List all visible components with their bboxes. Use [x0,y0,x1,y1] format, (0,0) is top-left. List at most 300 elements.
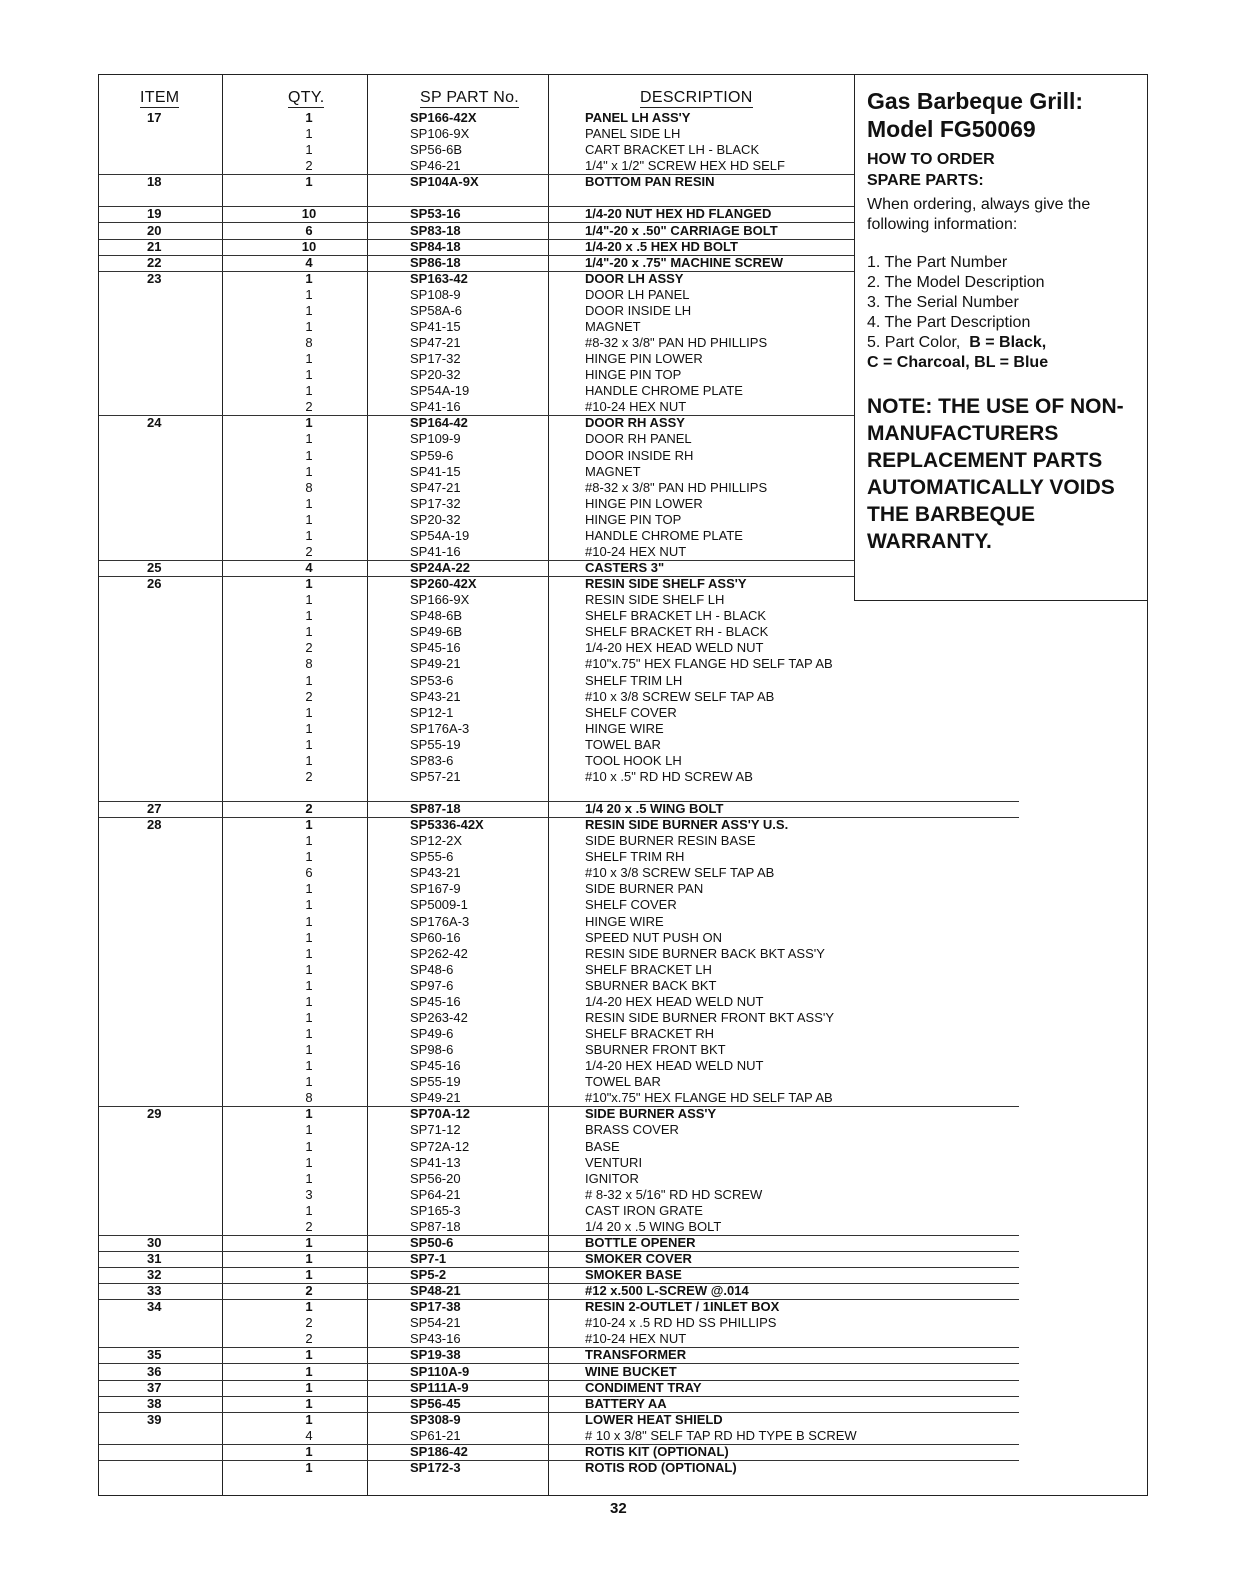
cell-part: SP47-21 [410,479,461,495]
cell-qty: 1 [305,447,313,463]
cell-part: SP59-6 [410,447,454,463]
cell-qty: 8 [305,1090,313,1106]
cell-part: SP111A-9 [410,1379,469,1395]
table-row [99,1428,1019,1445]
cell-qty: 1 [305,608,313,624]
cell-part: SP43-16 [410,1331,461,1347]
cell-item: 32 [147,1267,162,1282]
cell-qty: 1 [305,527,313,543]
table-row [99,1283,1019,1300]
cell-qty: 1 [305,736,313,752]
cell-item: 29 [147,1106,162,1122]
cell-part: SP12-2X [410,833,463,849]
info-list-item: 3. The Serial Number [867,294,1019,311]
cell-qty: 1 [305,913,313,929]
cell-part: SP58A-6 [410,302,463,318]
cell-part: SP49-21 [410,1090,461,1106]
cell-desc: BRASS COVER [585,1122,679,1138]
cell-qty: 3 [305,1186,313,1202]
cell-item: 19 [147,206,162,222]
info-instructions: When ordering, always give the following information: [867,196,1091,233]
cell-qty: 1 [305,897,313,913]
cell-desc: 1/4"-20 x .75" MACHINE SCREW [585,254,783,270]
cell-desc: HINGE PIN TOP [585,511,682,527]
cell-qty: 2 [305,1331,313,1347]
cell-qty: 1 [305,977,313,993]
cell-item: 37 [147,1379,162,1395]
cell-desc: RESIN SIDE BURNER BACK BKT ASS'Y [585,945,825,961]
cell-qty: 1 [305,383,313,399]
cell-desc: HANDLE CHROME PLATE [585,383,743,399]
table-row [99,1380,1019,1397]
cell-desc: #10-24 HEX NUT [585,1331,687,1347]
cell-item: 35 [147,1347,162,1363]
cell-desc: # 10 x 3/8" SELF TAP RD HD TYPE B SCREW [585,1427,857,1443]
table-row [99,223,859,240]
cell-qty: 1 [305,495,313,511]
cell-part: SP263-42 [410,1009,468,1025]
cell-desc: BATTERY AA [585,1395,667,1411]
cell-qty: 1 [305,592,313,608]
cell-part: SP87-18 [410,801,461,816]
page-number: 32 [610,1500,627,1517]
cell-desc: 1/4 20 x .5 WING BOLT [585,801,724,816]
cell-qty: 1 [305,1042,313,1058]
cell-qty: 2 [305,1283,313,1299]
table-row [99,1331,1019,1348]
cell-part: SP5009-1 [410,897,468,913]
cell-part: SP41-16 [410,543,461,559]
cell-part: SP48-21 [410,1283,461,1299]
table-row [99,1219,1019,1236]
cell-qty: 1 [305,849,313,865]
cell-part: SP60-16 [410,929,461,945]
info-list-item: 5. Part Color, B = Black, [867,334,1047,351]
cell-qty: 1 [305,672,313,688]
cell-desc: #12 x.500 L-SCREW @.014 [585,1283,749,1299]
cell-qty: 1 [305,142,313,158]
table-row [99,1235,1019,1252]
cell-qty: 10 [301,238,317,254]
cell-part: SP55-6 [410,849,454,865]
cell-desc: SMOKER COVER [585,1251,692,1266]
cell-part: SP109-9 [410,431,461,447]
cell-part: SP17-32 [410,495,461,511]
info-list-item: C = Charcoal, BL = Blue [867,354,1049,371]
cell-part: SP49-21 [410,656,461,672]
cell-desc: SMOKER BASE [585,1267,682,1282]
cell-desc: #10-24 HEX NUT [585,399,687,415]
header-item: ITEM [140,89,180,106]
cell-part: SP64-21 [410,1186,461,1202]
cell-qty: 1 [305,1459,313,1475]
cell-qty: 8 [305,335,313,350]
cell-desc: DOOR LH ASSY [585,270,684,286]
cell-desc: #10-24 x .5 RD HD SS PHILLIPS [585,1315,777,1331]
cell-item: 31 [147,1251,162,1266]
cell-part: SP186-42 [410,1443,468,1459]
cell-part: SP12-1 [410,704,454,720]
cell-desc: DOOR LH PANEL [585,286,690,302]
cell-desc: CASTERS 3" [585,560,665,575]
cell-desc: #10"x.75" HEX FLANGE HD SELF TAP AB [585,656,833,672]
cell-part: SP167-9 [410,881,461,897]
cell-qty: 1 [305,126,313,142]
info-title: Gas Barbeque Grill: [867,88,1084,114]
cell-desc: #8-32 x 3/8" PAN HD PHILLIPS [585,479,768,495]
cell-part: SP5-2 [410,1267,447,1282]
cell-qty: 1 [305,817,313,833]
cell-part: SP166-9X [410,592,470,608]
cell-desc: RESIN SIDE BURNER ASS'Y U.S. [585,817,789,833]
warranty-note: NOTE: THE USE OF NON-MANUFACTURERS REPLACEMENT PARTS AUTOMATICALLY VOIDS THE BARBEQUE WARRANTY. [867,395,1124,553]
cell-qty: 1 [305,993,313,1009]
cell-desc: BASE [585,1138,620,1154]
cell-desc: TOWEL BAR [585,736,661,752]
cell-item: 34 [147,1299,162,1315]
cell-desc: RESIN SIDE BURNER FRONT BKT ASS'Y [585,1009,835,1025]
cell-desc: CONDIMENT TRAY [585,1379,702,1395]
table-row [99,206,859,223]
cell-part: SP164-42 [410,415,468,431]
cell-part: SP7-1 [410,1251,447,1266]
info-list [867,253,1137,373]
cell-qty: 1 [305,1138,313,1154]
cell-desc: #10 x .5" RD HD SCREW AB [585,768,753,784]
cell-item: 22 [147,254,162,270]
cell-part: SP45-16 [410,993,461,1009]
cell-desc: MAGNET [585,463,641,479]
cell-desc: IGNITOR [585,1170,639,1186]
cell-qty: 1 [305,174,313,190]
cell-qty: 2 [305,640,313,656]
cell-item: 24 [147,415,162,431]
cell-qty: 1 [305,1009,313,1025]
cell-qty: 2 [305,688,313,704]
cell-item: 27 [147,801,162,816]
cell-part: SP176A-3 [410,913,470,929]
cell-qty: 1 [305,431,313,447]
cell-part: SP45-16 [410,1058,461,1074]
cell-part: SP262-42 [410,945,468,961]
cell-qty: 4 [305,1427,313,1443]
ordering-info-box [854,74,1148,601]
cell-desc: PANEL LH ASS'Y [585,110,691,125]
table-row [99,1251,1019,1268]
table-row [99,255,859,272]
cell-desc: SIDE BURNER ASS'Y [585,1106,717,1122]
cell-item: 21 [147,238,162,254]
cell-desc: HINGE WIRE [585,913,664,929]
cell-desc: DOOR RH PANEL [585,431,692,447]
cell-qty: 1 [305,1411,313,1427]
table-row [99,239,859,256]
table-row [99,1444,1019,1461]
header-description: DESCRIPTION [640,89,753,106]
cell-desc: SHELF BRACKET RH [585,1026,715,1041]
cell-item: 33 [147,1283,162,1299]
cell-part: SP104A-9X [410,174,479,190]
cell-item: 28 [147,817,162,833]
cell-desc: 1/4"-20 x .50" CARRIAGE BOLT [585,222,778,238]
cell-qty: 8 [305,479,313,495]
cell-qty: 1 [305,1058,313,1074]
cell-desc: HINGE WIRE [585,720,664,736]
cell-desc: BOTTOM PAN RESIN [585,174,715,190]
cell-qty: 1 [305,1106,313,1122]
cell-part: SP49-6 [410,1026,454,1041]
cell-desc: SHELF BRACKET LH - BLACK [585,608,767,624]
cell-desc: CART BRACKET LH - BLACK [585,142,760,158]
cell-qty: 1 [305,1122,313,1138]
cell-part: SP43-21 [410,688,461,704]
cell-desc: SIDE BURNER RESIN BASE [585,833,756,849]
cell-part: SP46-21 [410,158,461,174]
table-row [99,560,859,577]
cell-qty: 1 [305,1026,313,1041]
cell-desc: HINGE PIN LOWER [585,495,703,511]
cell-item: 25 [147,560,162,575]
cell-desc: TOOL HOOK LH [585,752,682,768]
cell-desc: 1/4-20 HEX HEAD WELD NUT [585,993,764,1009]
info-model: Model FG50069 [867,116,1036,142]
cell-desc: MAGNET [585,318,641,334]
cell-qty: 6 [305,865,313,881]
cell-qty: 1 [305,511,313,527]
cell-part: SP41-15 [410,463,461,479]
table-row [99,801,1019,818]
cell-qty: 2 [305,399,313,415]
cell-part: SP110A-9 [410,1363,470,1379]
cell-desc: TRANSFORMER [585,1347,687,1363]
cell-part: SP55-19 [410,736,461,752]
cell-desc: SHELF BRACKET LH [585,961,712,977]
cell-part: SP172-3 [410,1459,461,1475]
cell-part: SP20-32 [410,511,461,527]
cell-part: SP61-21 [410,1427,461,1443]
cell-desc: 1/4-20 HEX HEAD WELD NUT [585,1058,764,1074]
cell-desc: PANEL SIDE LH [585,126,681,142]
cell-qty: 1 [305,752,313,768]
cell-part: SP83-6 [410,752,454,768]
cell-part: SP20-32 [410,367,461,383]
cell-desc: #10-24 HEX NUT [585,543,687,559]
cell-part: SP55-19 [410,1074,461,1090]
cell-desc: DOOR INSIDE RH [585,447,694,463]
cell-part: SP50-6 [410,1234,454,1250]
cell-qty: 2 [305,1315,313,1331]
cell-item: 20 [147,222,162,238]
cell-desc: VENTURI [585,1154,643,1170]
cell-qty: 8 [305,656,313,672]
cell-qty: 2 [305,543,313,559]
cell-qty: 1 [305,1363,313,1379]
table-row [99,544,859,561]
info-how-to-order: HOW TO ORDER [867,151,995,168]
cell-desc: SHELF BRACKET RH - BLACK [585,624,769,640]
cell-item: 23 [147,270,162,286]
cell-qty: 1 [305,1234,313,1250]
cell-part: SP56-20 [410,1170,461,1186]
cell-part: SP86-18 [410,254,461,270]
cell-item: 39 [147,1411,162,1427]
cell-qty: 1 [305,929,313,945]
cell-part: SP54A-19 [410,527,470,543]
table-row [99,1396,1019,1413]
cell-part: SP41-13 [410,1154,461,1170]
cell-qty: 1 [305,624,313,640]
header-qty: QTY. [288,89,325,106]
cell-qty: 1 [305,704,313,720]
table-row [99,1364,1019,1381]
cell-qty: 1 [305,463,313,479]
cell-part: SP5336-42X [410,817,484,833]
cell-desc: 1/4" x 1/2" SCREW HEX HD SELF [585,158,785,174]
cell-qty: 1 [305,833,313,849]
cell-desc: #10 x 3/8 SCREW SELF TAP AB [585,688,775,704]
cell-item: 26 [147,576,162,591]
cell-part: SP54A-19 [410,383,470,399]
cell-part: SP176A-3 [410,720,470,736]
table-row [99,1267,1019,1284]
info-list-item: 4. The Part Description [867,314,1031,331]
table-row [99,158,859,175]
cell-part: SP108-9 [410,286,461,302]
cell-qty: 4 [305,254,313,270]
cell-desc: 1/4-20 x .5 HEX HD BOLT [585,238,738,254]
cell-qty: 4 [305,560,313,575]
cell-part: SP53-6 [410,672,454,688]
cell-qty: 1 [305,945,313,961]
cell-part: SP48-6B [410,608,463,624]
cell-part: SP166-42X [410,110,477,125]
table-row [99,1347,1019,1364]
cell-desc: RESIN SIDE SHELF LH [585,592,725,608]
cell-qty: 1 [305,270,313,286]
cell-part: SP43-21 [410,865,461,881]
cell-qty: 1 [305,881,313,897]
cell-part: SP71-12 [410,1122,461,1138]
cell-qty: 1 [305,1154,313,1170]
cell-qty: 1 [305,961,313,977]
cell-desc: SPEED NUT PUSH ON [585,929,723,945]
cell-part: SP45-16 [410,640,461,656]
cell-part: SP56-45 [410,1395,461,1411]
cell-qty: 1 [305,1443,313,1459]
cell-qty: 1 [305,1347,313,1363]
cell-part: SP57-21 [410,768,461,784]
cell-desc: DOOR INSIDE LH [585,302,692,318]
info-spare-parts: SPARE PARTS: [867,172,984,189]
cell-desc: SHELF COVER [585,897,677,913]
cell-part: SP41-16 [410,399,461,415]
cell-qty: 1 [305,286,313,302]
cell-qty: 2 [305,158,313,174]
cell-part: SP83-18 [410,222,461,238]
cell-desc: # 8-32 x 5/16" RD HD SCREW [585,1186,763,1202]
cell-qty: 1 [305,1379,313,1395]
cell-qty: 1 [305,1395,313,1411]
table-row [99,1090,1019,1107]
cell-qty: 1 [305,1267,313,1282]
cell-qty: 6 [305,222,313,238]
info-list-item: 2. The Model Description [867,274,1045,291]
cell-qty: 1 [305,318,313,334]
cell-desc: RESIN 2-OUTLET / 1INLET BOX [585,1299,780,1315]
table-row [99,190,859,207]
cell-qty: 1 [305,302,313,318]
cell-item: 17 [147,110,162,125]
cell-desc: ROTIS ROD (OPTIONAL) [585,1459,737,1475]
cell-desc: SIDE BURNER PAN [585,881,704,897]
cell-part: SP97-6 [410,977,454,993]
cell-part: SP54-21 [410,1315,461,1331]
cell-qty: 1 [305,576,313,591]
cell-part: SP19-38 [410,1347,461,1363]
cell-desc: 1/4-20 HEX HEAD WELD NUT [585,640,764,656]
cell-qty: 2 [305,1218,313,1234]
cell-desc: 1/4 20 x .5 WING BOLT [585,1218,722,1234]
cell-desc: #10"x.75" HEX FLANGE HD SELF TAP AB [585,1090,833,1106]
cell-desc: CAST IRON GRATE [585,1202,703,1218]
cell-desc: SHELF TRIM RH [585,849,685,865]
cell-part: SP308-9 [410,1411,461,1427]
cell-part: SP56-6B [410,142,463,158]
cell-item: 18 [147,174,162,190]
cell-qty: 1 [305,1074,313,1090]
table-row [99,399,859,416]
cell-qty: 1 [305,1299,313,1315]
cell-item: 36 [147,1363,162,1379]
info-list-item: 1. The Part Number [867,254,1008,271]
cell-part: SP41-15 [410,318,461,334]
cell-part: SP48-6 [410,961,454,977]
cell-part: SP260-42X [410,576,477,591]
cell-part: SP84-18 [410,238,461,254]
cell-qty: 10 [301,206,317,222]
cell-desc: BOTTLE OPENER [585,1234,696,1250]
cell-qty: 2 [305,768,313,784]
cell-part: SP106-9X [410,126,470,142]
cell-part: SP24A-22 [410,560,470,575]
cell-desc: WINE BUCKET [585,1363,677,1379]
cell-qty: 1 [305,351,313,367]
cell-part: SP163-42 [410,270,468,286]
cell-qty: 1 [305,720,313,736]
cell-qty: 1 [305,1202,313,1218]
cell-desc: HINGE PIN LOWER [585,351,703,367]
cell-part: SP165-3 [410,1202,461,1218]
cell-qty: 1 [305,1251,313,1266]
cell-item: 38 [147,1395,162,1411]
cell-desc: LOWER HEAT SHIELD [585,1411,723,1427]
header-part-no: SP PART No. [420,89,520,106]
cell-part: SP17-38 [410,1299,461,1315]
cell-part: SP70A-12 [410,1106,470,1122]
cell-desc: TOWEL BAR [585,1074,661,1090]
cell-desc: SHELF COVER [585,704,677,720]
cell-qty: 1 [305,1170,313,1186]
cell-qty: 2 [305,801,313,816]
cell-part: SP87-18 [410,1218,461,1234]
cell-item: 30 [147,1234,162,1250]
cell-desc: ROTIS KIT (OPTIONAL) [585,1443,729,1459]
cell-desc: SBURNER BACK BKT [585,977,717,993]
cell-desc: #10 x 3/8 SCREW SELF TAP AB [585,865,775,881]
cell-part: SP49-6B [410,624,463,640]
table-row [99,785,1019,802]
cell-part: SP47-21 [410,335,461,350]
